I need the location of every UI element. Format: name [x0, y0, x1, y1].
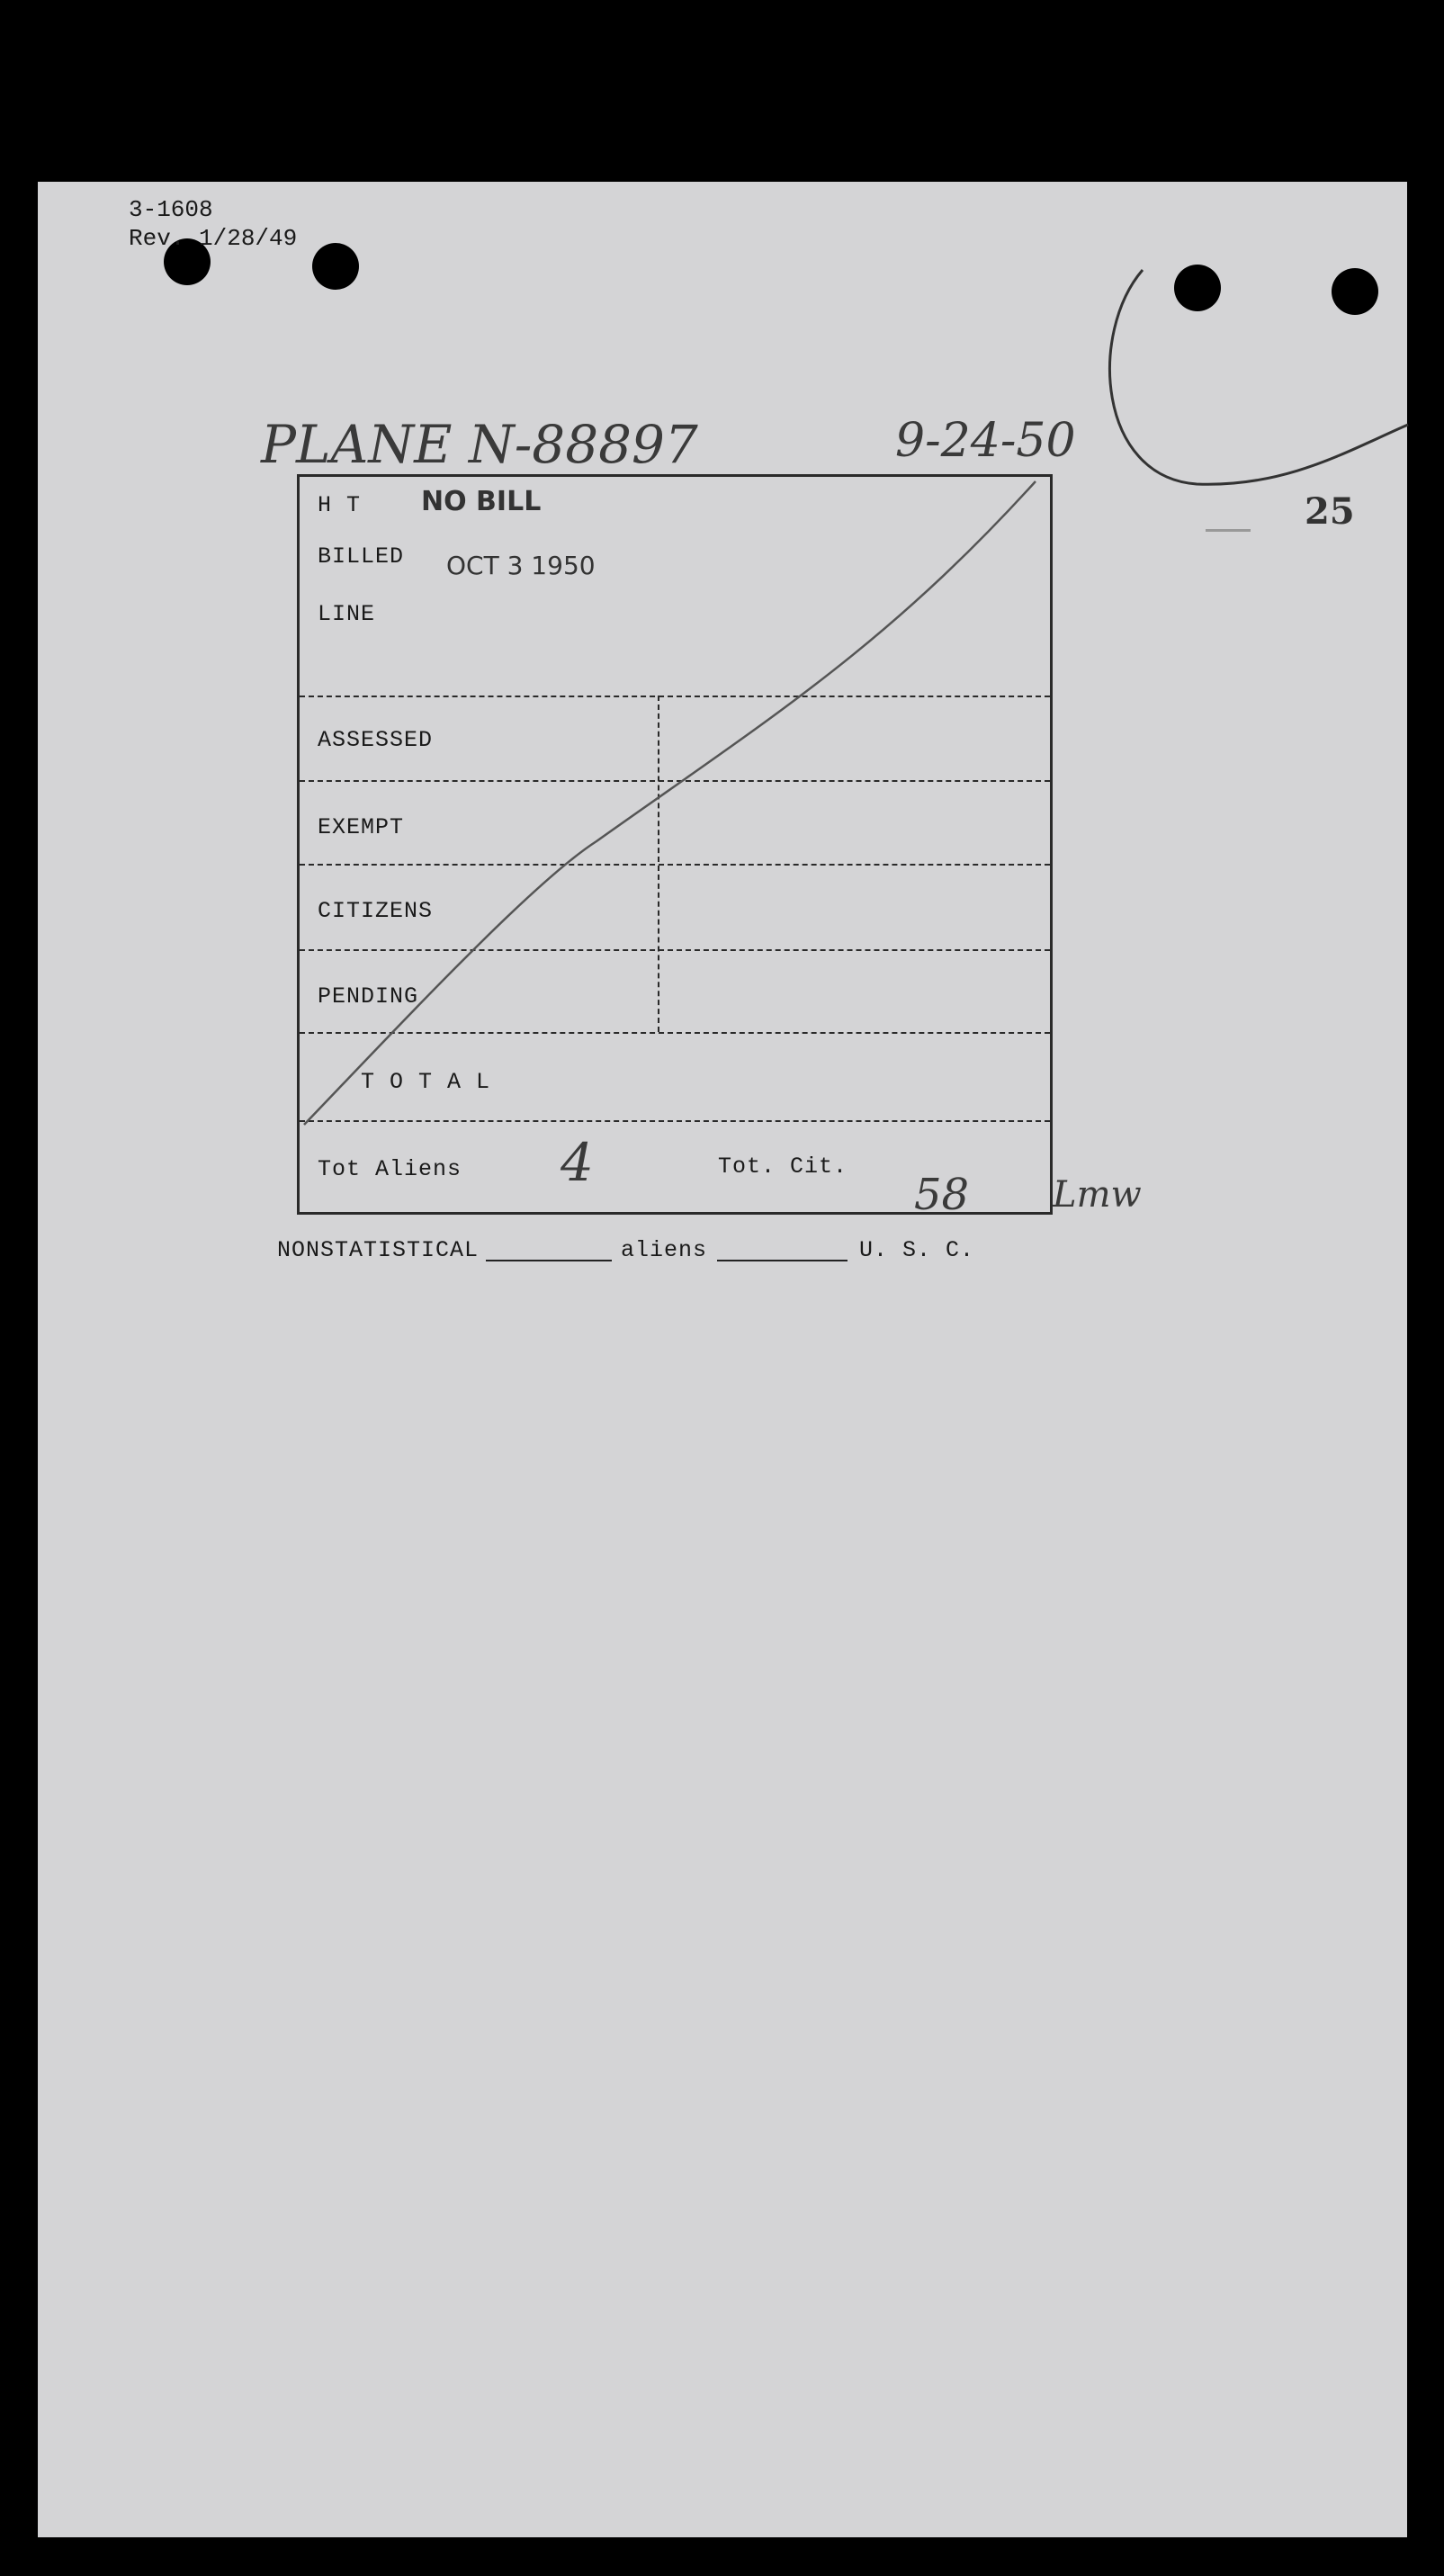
manifest-form — [297, 474, 1053, 1220]
plane-number: PLANE N-88897 — [261, 414, 698, 475]
aliens-count: 4 — [561, 1132, 594, 1193]
punch-hole — [312, 243, 359, 290]
citizens-count: 58 — [914, 1170, 970, 1220]
row-pending: PENDING — [318, 983, 419, 1010]
page-number: 25 — [1305, 490, 1355, 533]
usc-label: U. S. C. — [859, 1237, 975, 1263]
nonstatistical-blank — [486, 1260, 612, 1261]
aliens-label: aliens — [621, 1237, 708, 1263]
ht-label: H T — [318, 492, 362, 518]
cancel-line — [300, 477, 1055, 1217]
total-label: T O T A L — [361, 1069, 491, 1095]
row-assessed: ASSESSED — [318, 727, 434, 753]
form-number: 3-1608 — [129, 196, 213, 223]
nonstatistical-label: NONSTATISTICAL — [277, 1237, 480, 1263]
handwritten-curve — [1080, 252, 1413, 504]
billed-stamp: OCT 3 1950 — [446, 551, 596, 580]
line-label: LINE — [318, 601, 376, 627]
clerk-initials: Lmw — [1053, 1174, 1142, 1216]
row-citizens: CITIZENS — [318, 898, 434, 924]
form-revision: Rev. 1/28/49 — [129, 225, 298, 252]
arrival-date: 9-24-50 — [895, 414, 1076, 468]
billed-label: BILLED — [318, 543, 405, 570]
faint-dash — [1206, 529, 1251, 532]
row-exempt: EXEMPT — [318, 814, 405, 840]
aliens-blank — [717, 1260, 848, 1261]
tot-aliens-label: Tot Aliens — [318, 1156, 462, 1182]
ht-stamp: NO BILL — [421, 486, 542, 517]
tot-cit-label: Tot. Cit. — [718, 1153, 848, 1180]
